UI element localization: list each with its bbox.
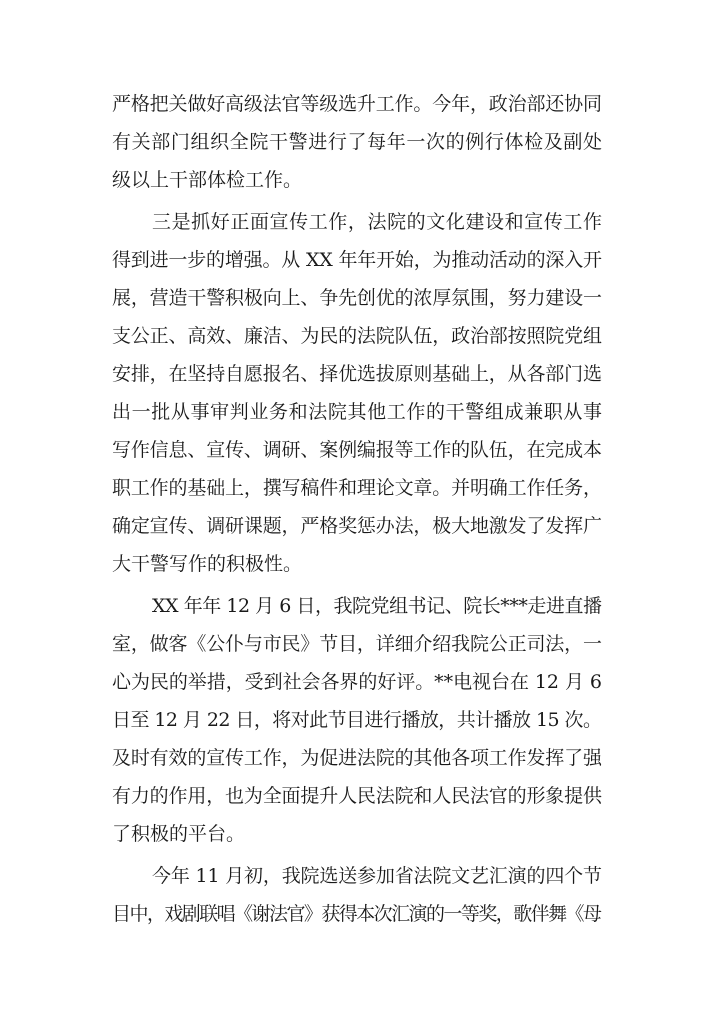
text-line: 支公正、高效、廉洁、为民的法院队伍，政治部按照院党组 bbox=[112, 325, 602, 347]
text-line: 职工作的基础上，撰写稿件和理论文章。并明确工作任务， bbox=[112, 477, 602, 499]
paragraph-start-line: 今年 11 月初，我院选送参加省法院文艺汇演的四个节 bbox=[152, 865, 602, 887]
text-line: 大干警写作的积极性。 bbox=[112, 553, 303, 575]
text-line: 及时有效的宣传工作，为促进法院的其他各项工作发挥了强 bbox=[112, 747, 602, 769]
text-line: 有力的作用，也为全面提升人民法院和人民法官的形象提供 bbox=[112, 785, 602, 807]
text-line: 确定宣传、调研课题，严格奖惩办法，极大地激发了发挥广 bbox=[112, 515, 602, 537]
text-line: 展，营造干警积极向上、争先创优的浓厚氛围，努力建设一 bbox=[112, 287, 602, 309]
text-line: 了积极的平台。 bbox=[112, 823, 246, 845]
text-line: 心为民的举措，受到社会各界的好评。**电视台在 12 月 6 bbox=[112, 671, 602, 693]
paragraph-start-line: 三是抓好正面宣传工作，法院的文化建设和宣传工作 bbox=[152, 211, 603, 233]
text-line: 级以上干部体检工作。 bbox=[112, 169, 303, 191]
text-line: 写作信息、宣传、调研、案例编报等工作的队伍，在完成本 bbox=[112, 439, 602, 461]
text-line: 得到进一步的增强。从 XX 年年开始，为推动活动的深入开 bbox=[112, 249, 602, 271]
text-line: 目中，戏剧联唱《谢法官》获得本次汇演的一等奖，歌伴舞《母 bbox=[112, 903, 601, 925]
text-line: 出一批从事审判业务和法院其他工作的干警组成兼职从事 bbox=[112, 401, 603, 423]
text-line: 有关部门组织全院干警进行了每年一次的例行体检及副处 bbox=[112, 131, 603, 153]
text-line: 室，做客《公仆与市民》节目，详细介绍我院公正司法，一 bbox=[112, 633, 602, 655]
text-line: 日至 12 月 22 日，将对此节目进行播放，共计播放 15 次。 bbox=[112, 709, 602, 731]
paragraph-start-line: XX 年年 12 月 6 日，我院党组书记、院长***走进直播 bbox=[152, 595, 602, 617]
text-line: 安排，在坚持自愿报名、择优选拔原则基础上，从各部门选 bbox=[112, 363, 602, 385]
text-line: 严格把关做好高级法官等级选升工作。今年，政治部还协同 bbox=[112, 93, 602, 115]
